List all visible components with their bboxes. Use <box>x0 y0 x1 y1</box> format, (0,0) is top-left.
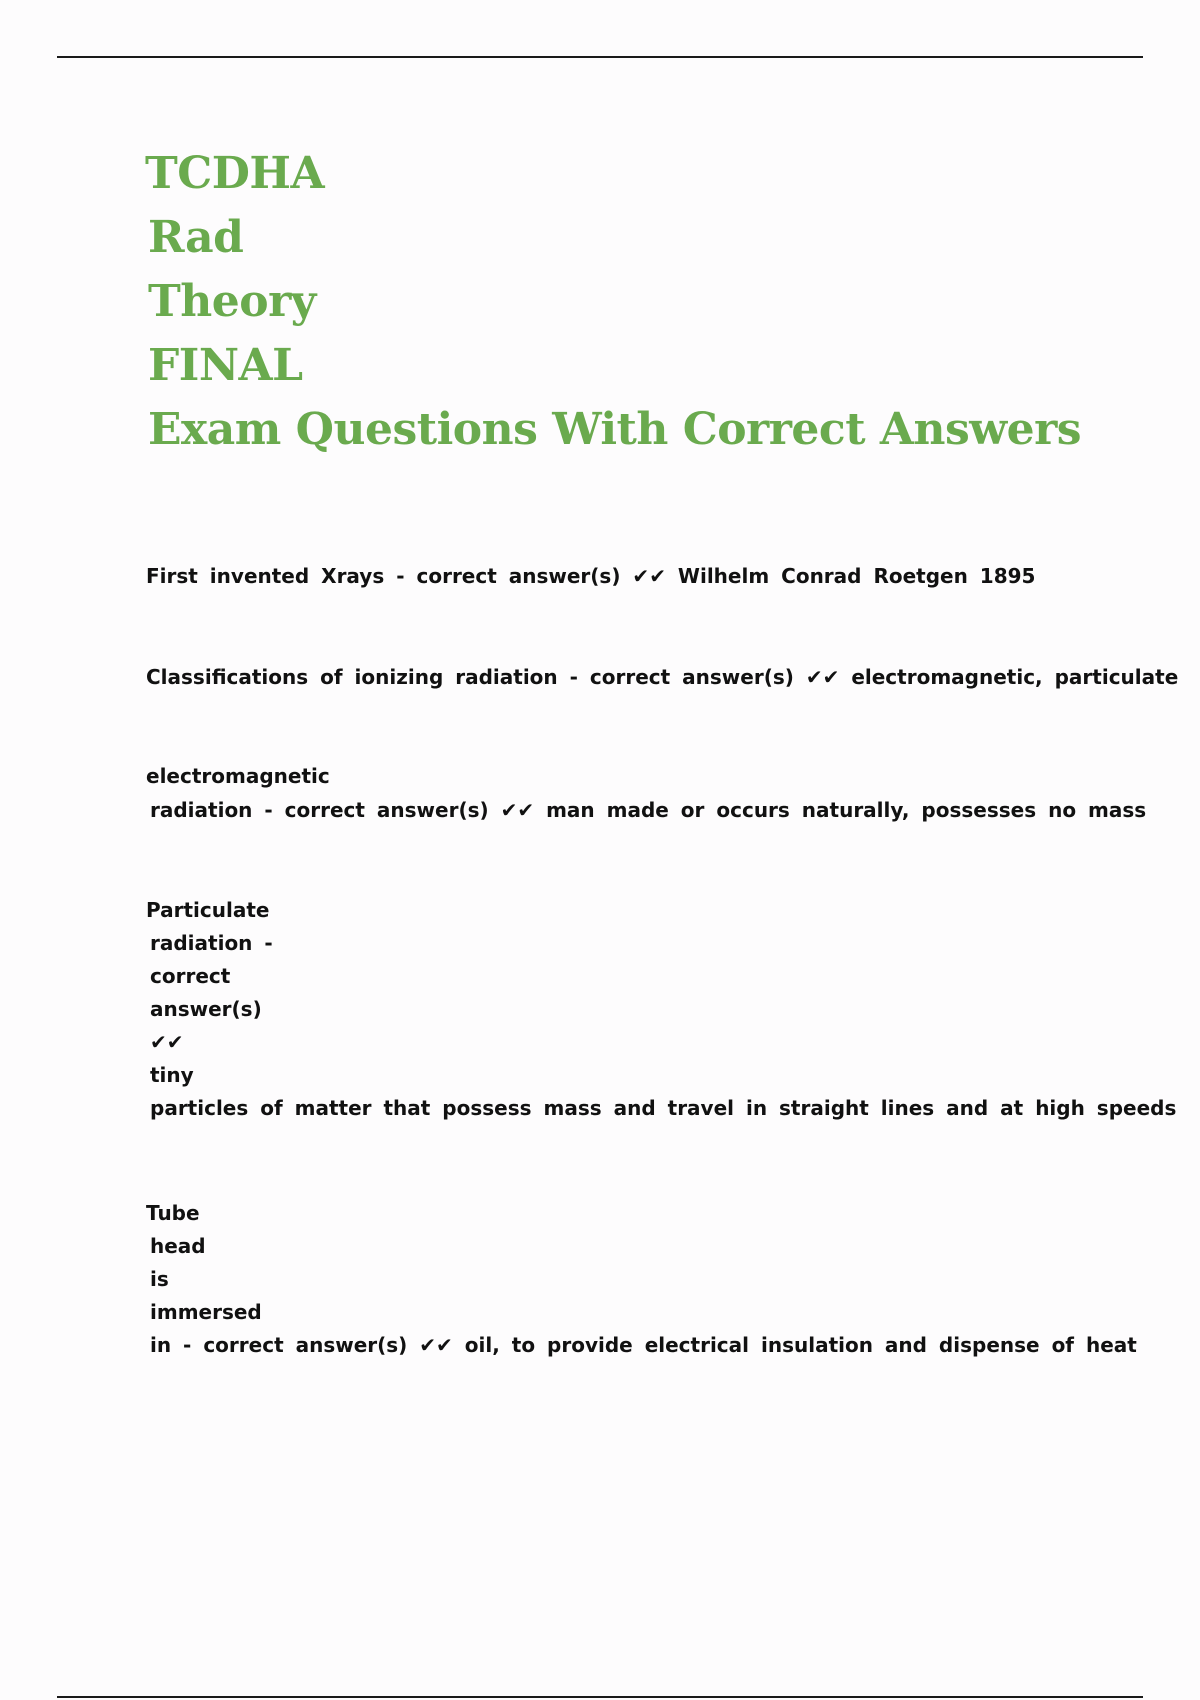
qa-line: tiny <box>150 1063 194 1087</box>
document-title <box>146 142 1106 462</box>
qa-line: Tube <box>146 1201 200 1225</box>
qa-line: answer(s) <box>150 997 262 1021</box>
header-rule <box>57 56 1143 58</box>
qa-line: Classifications of ionizing radiation - correct answer(s) ✔✔ electromagnetic, particulate <box>146 665 1179 689</box>
footer-rule <box>57 1696 1143 1698</box>
qa-line: in - correct answer(s) ✔✔ oil, to provide electrical insulation and dispense of heat <box>150 1333 1137 1357</box>
title-line: Rad <box>148 212 244 263</box>
qa-line: particles of matter that possess mass and travel in straight lines and at high speeds <box>150 1096 1177 1120</box>
qa-item <box>146 1197 1137 1362</box>
qa-line: radiation - <box>150 931 273 955</box>
qa-line: radiation - correct answer(s) ✔✔ man made or occurs naturally, possesses no mass <box>150 798 1147 822</box>
qa-line: is <box>150 1267 169 1291</box>
title-line: Theory <box>148 276 316 327</box>
title-line: TCDHA <box>145 148 325 199</box>
qa-item <box>146 759 1147 827</box>
qa-line: First invented Xrays - correct answer(s) ✔✔ Wilhelm Conrad Roetgen 1895 <box>146 564 1036 588</box>
qa-item <box>146 894 1177 1125</box>
qa-line: head <box>150 1234 206 1258</box>
qa-line: Particulate <box>146 898 270 922</box>
qa-line: immersed <box>150 1300 262 1324</box>
qa-line: correct <box>150 964 231 988</box>
qa-item <box>146 559 1106 593</box>
title-line: Exam Questions With Correct Answers <box>148 404 1082 455</box>
qa-item <box>146 660 1179 694</box>
qa-line: electromagnetic <box>146 764 330 788</box>
qa-line: ✔✔ <box>150 1030 184 1054</box>
title-line: FINAL <box>148 340 303 391</box>
